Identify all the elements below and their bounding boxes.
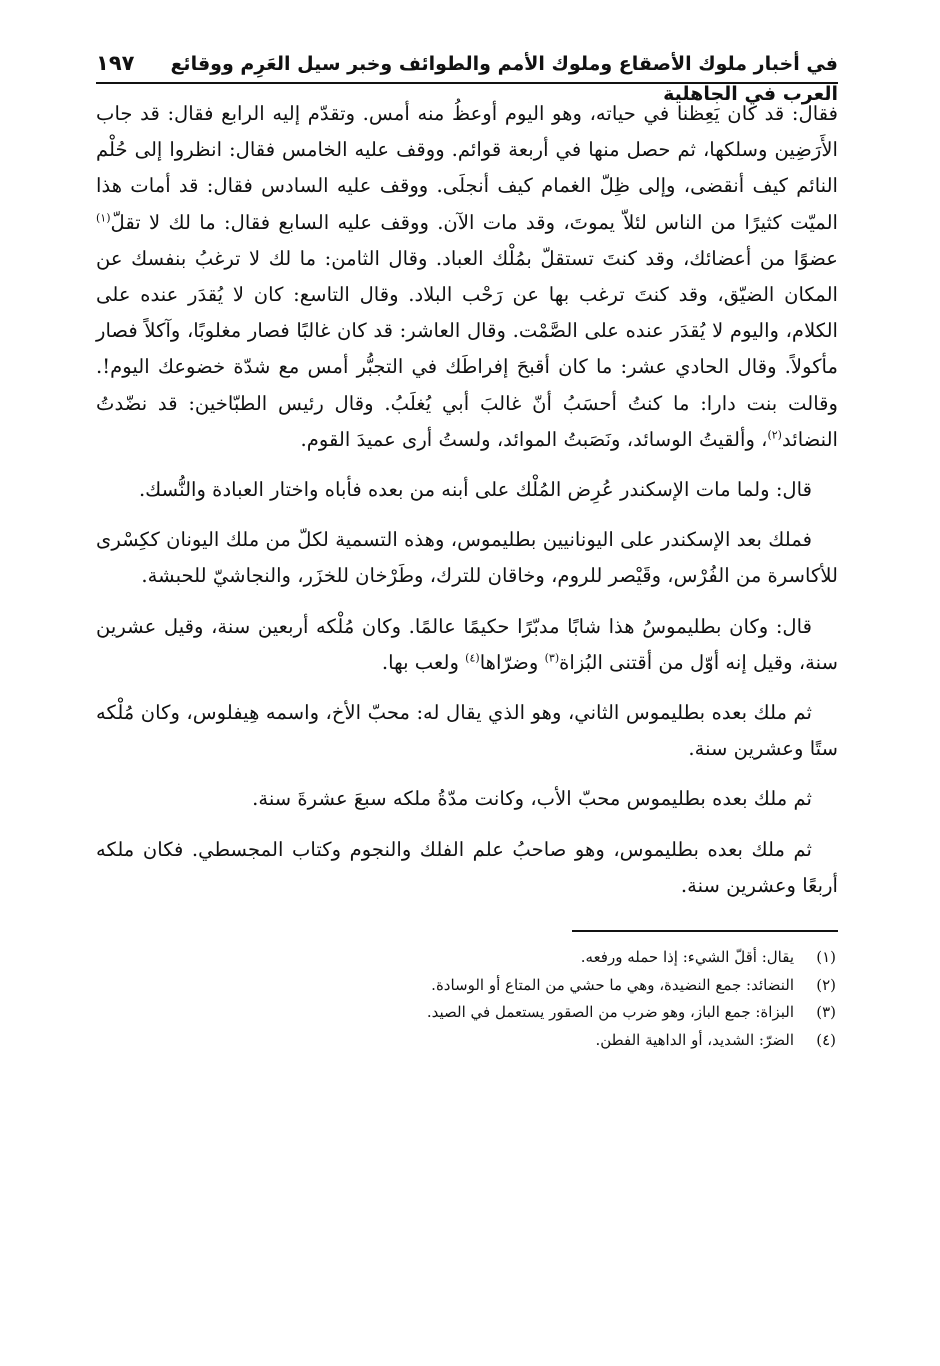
text-run: قال: وكان بطليموسُ هذا شابًا مدبّرًا حكيمًا عالمًا. وكان مُلْكه أربعين سنة، وقيل عشرين سنة، وقيل إنه أوّل من أقتنى البُزاة <box>96 614 838 674</box>
footnote-text: الضرّ: الشديد، أو الداهية الفطن. <box>595 1030 794 1049</box>
text-run: وضرّاها <box>479 650 539 674</box>
page-number: ١٩٧ <box>96 51 135 75</box>
footnote-text: البزاة: جمع الباز، وهو ضرب من الصقور يستعمل في الصيد. <box>426 1003 794 1022</box>
paragraph <box>96 609 838 681</box>
footnotes <box>96 944 838 1054</box>
main-text <box>96 96 838 904</box>
paragraph <box>96 96 838 458</box>
footnote-marker: (١) <box>96 211 111 225</box>
footnote <box>96 1027 838 1055</box>
footnote-marker: (٣) <box>544 651 560 665</box>
text-run: ، وألقيتُ الوسائد، ونَصَبتُ الموائد، ولستُ أرى عميدَ القوم. <box>300 427 768 451</box>
footnote-marker: (٤) <box>465 651 480 665</box>
paragraph: ثم ملك بعده بطليموس الثاني، وهو الذي يقال له: محبّ الأخ، واسمه هِيفلوس، وكان مُلْكه ستًا وعشرين سنة. <box>96 701 838 761</box>
footnote-divider <box>572 930 838 932</box>
paragraph: ثم ملك بعده بطليموس، وهو صاحبُ علم الفلك والنجوم وكتاب المجسطي. فكان ملكه أربعًا وعشرين سنة. <box>96 837 838 897</box>
footnote-number: (٤) <box>816 1030 836 1049</box>
footnote-marker: (٢) <box>767 428 782 442</box>
footnote-number: (٢) <box>816 975 836 994</box>
footnote-number: (٣) <box>816 1003 836 1022</box>
paragraph: فملك بعد الإسكندر على اليونانيين بطليموس، وهذه التسمية لكلّ من ملك اليونان ككِسْرى للأكاسرة من الفُرْس، وقَيْصر للروم، وخاقان للترك، وطَرْخان للخزَر، والنجاشيّ للحبشة. <box>96 528 838 588</box>
footnote <box>96 999 838 1027</box>
text-run: عضوًا من أعضائك، وقد كنتَ تستقلّ بمُلْك العباد. وقال الثامن: ما لك لا ترغبُ بنفسك عن المكان الضيّق، وقد كنتَ ترغب بها عن رَحْب البلاد. وقال التاسع: كان لا يُقدَر عنده على الكلام، واليوم لا يُقدَر عنده على الصَّمْت. وقال العاشر: قد كان غالبًا فصار مغلوبًا، وآكلاً فصار مأكولاً. وقال الحادي عشر: ما كان أقبحَ إفراطَك في التجبُّر أمس مع شدّة خضوعك اليوم!. وقالت بنت دارا: ما كنتُ أحسَبُ أنّ غالبَ أبي يُغلَبُ. وقال رئيس الطبّاخين: قد نضّدتُ النضائد <box>96 246 838 451</box>
running-title: في أخبار ملوك الأصقاع وملوك الأمم والطوائف وخبر سيل العَرِم ووقائع العرب في الجاهلية <box>170 53 838 105</box>
footnote-text: النضائد: جمع النضيدة، وهي ما حشي من المتاع أو الوسادة. <box>431 975 794 994</box>
paragraph: ثم ملك بعده بطليموس محبّ الأب، وكانت مدّةُ ملكه سبعَ عشرةَ سنة. <box>252 787 812 811</box>
footnote-text: يقال: أقلّ الشيء: إذا حمله ورفعه. <box>580 948 794 967</box>
paragraph: قال: ولما مات الإسكندر عُرِض المُلْك على أبنه من بعده فأباه واختار العبادة والنُّسك. <box>138 478 812 502</box>
footnote <box>96 972 838 1000</box>
running-header <box>96 48 838 105</box>
text-run: فقال: قد كان يَعِظنا في حياته، وهو اليوم أوعظُ منه أمس. وتقدّم إليه الرابع فقال: قد جاب الأَرَضِين وسلكها، ثم حصل منها في أربعة قوائم. ووقف عليه الخامس فقال: انظروا إلى حُلْم النائم كيف أنقضى، وإلى ظِلّ الغمام كيف أنجلَى. ووقف عليه السادس فقال: قد أمات هذا الميّت كثيرًا من الناس لئلاّ يموتَ، وقد مات الآن. ووقف عليه السابع فقال: ما لك لا تقلّ <box>96 102 838 234</box>
footnote <box>96 944 838 972</box>
text-run: ولعب بها. <box>381 650 459 674</box>
footnote-number: (١) <box>816 948 836 967</box>
book-page <box>96 48 838 1054</box>
